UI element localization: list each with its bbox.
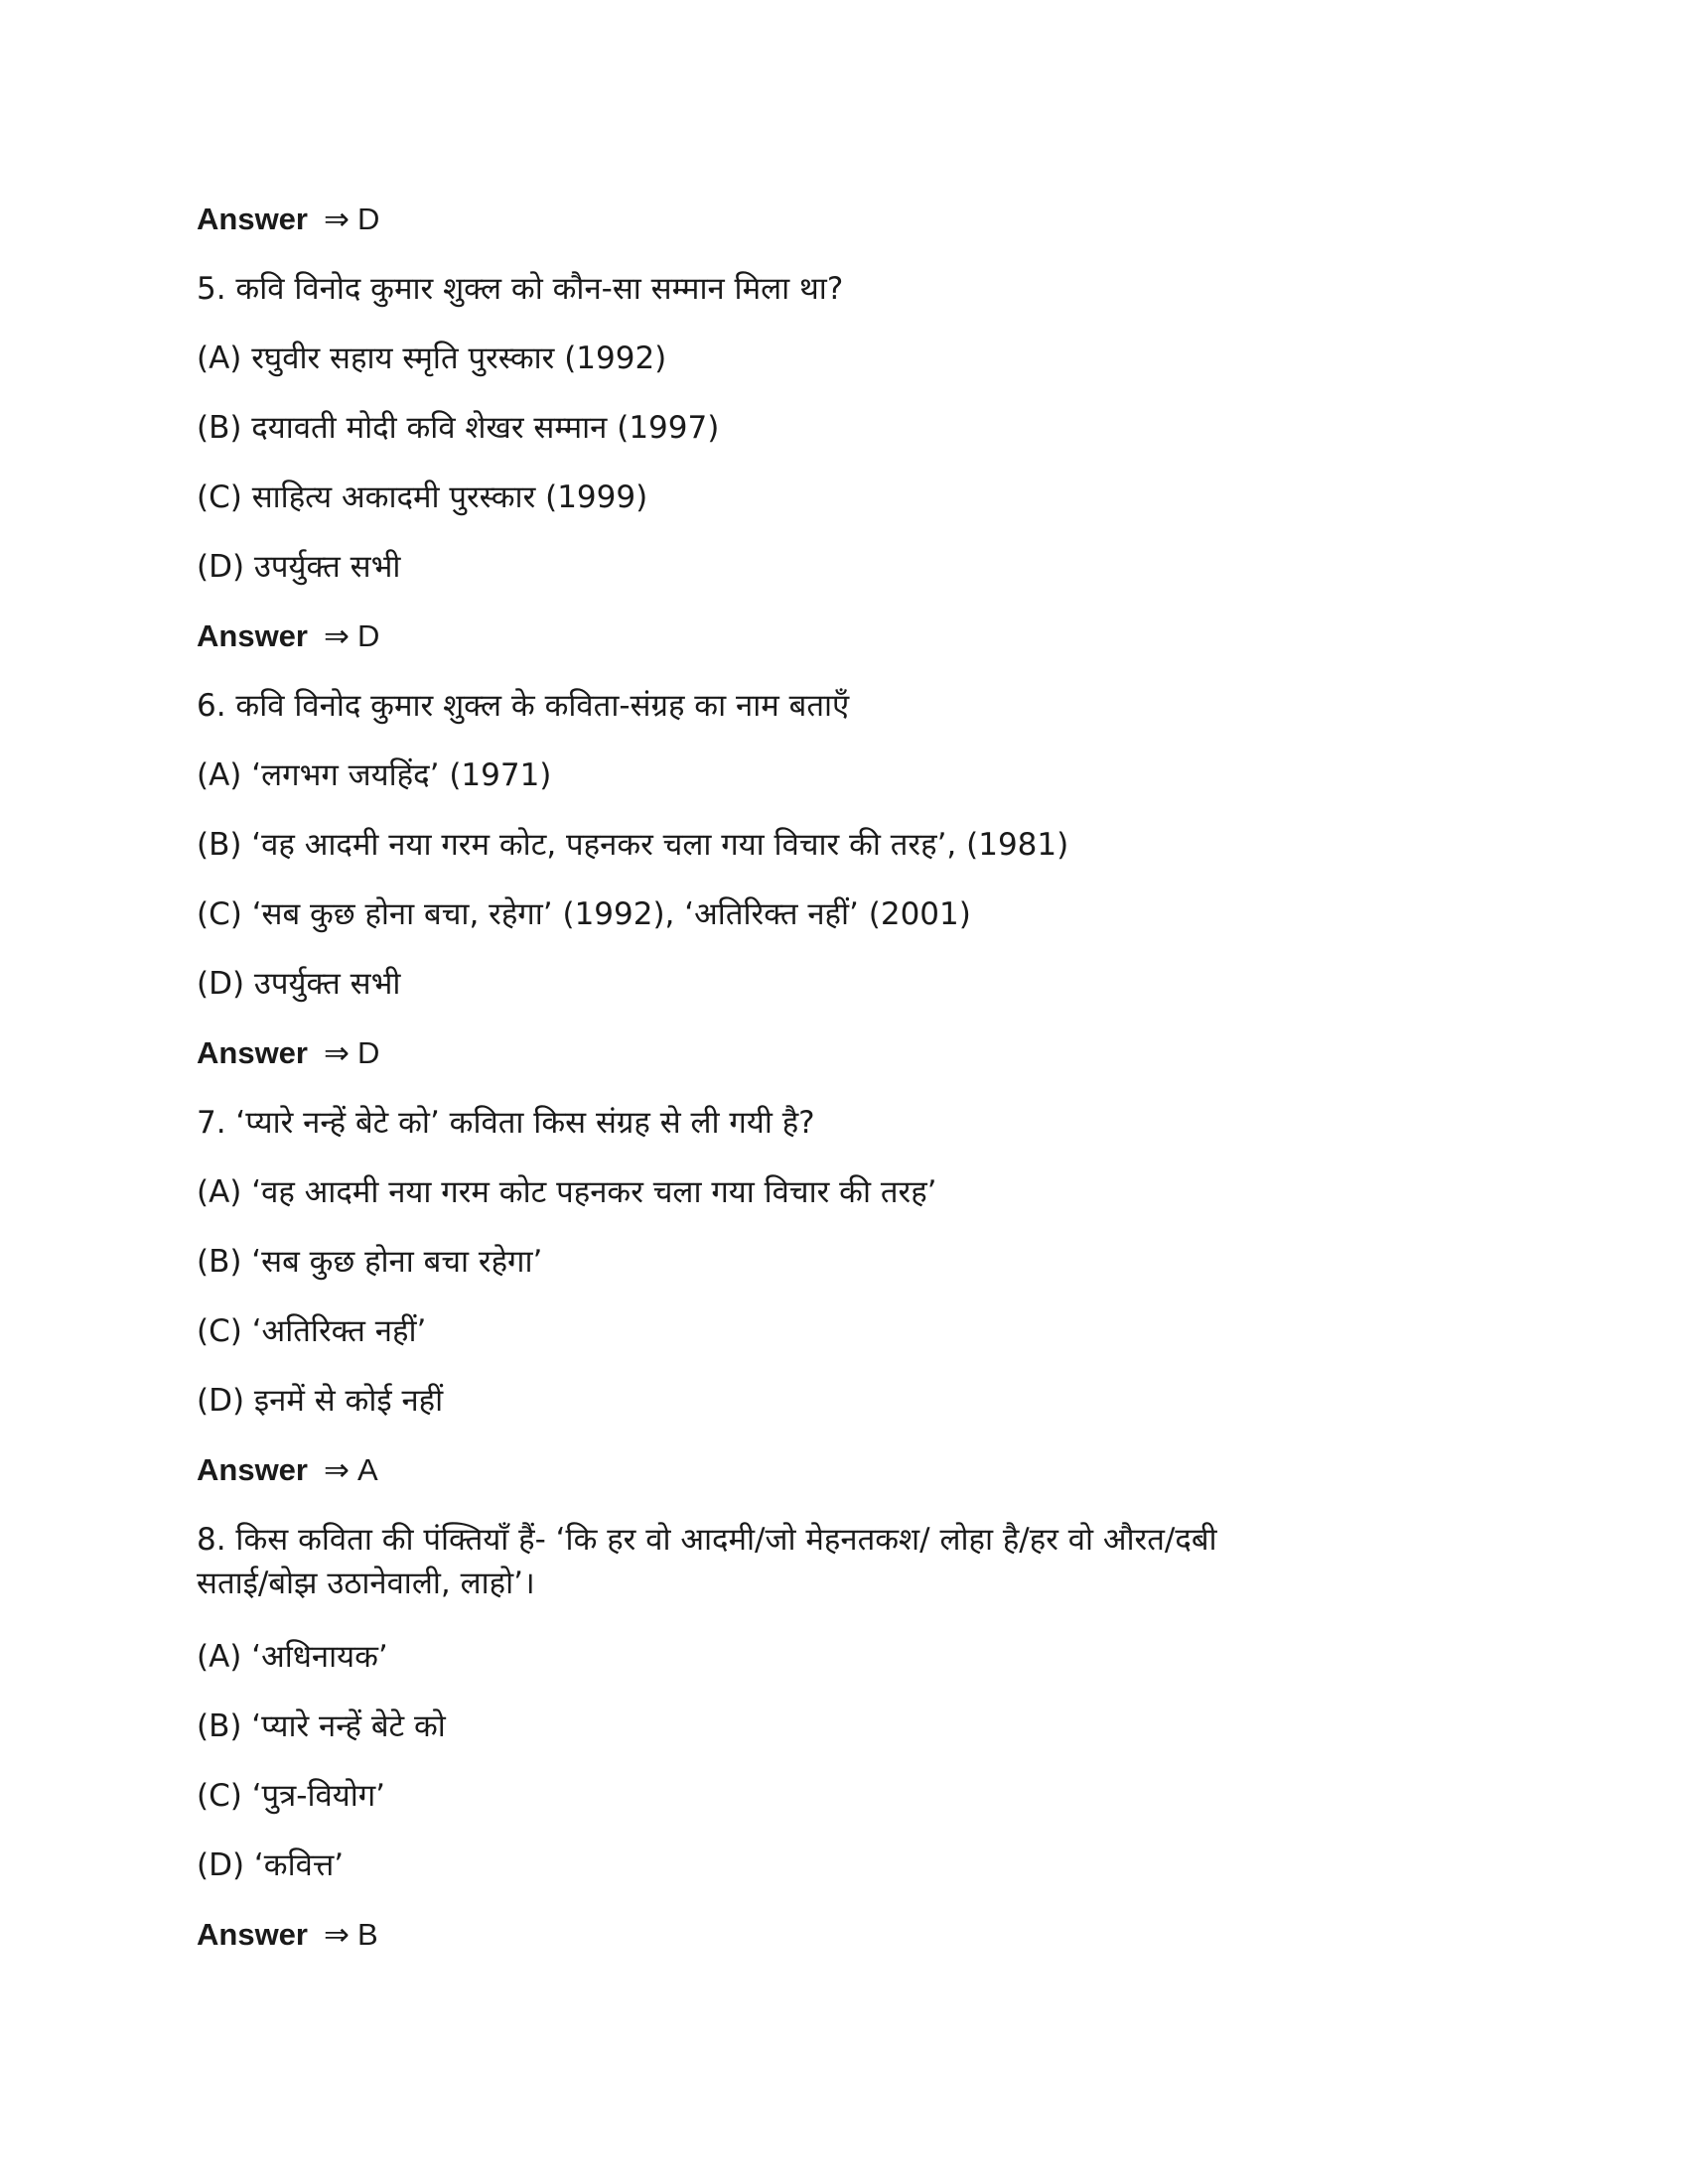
answer-line-q8 bbox=[197, 1914, 378, 1956]
q7-option-b: (B) ‘सब कुछ होना बचा रहेगा’ bbox=[197, 1244, 543, 1280]
arrow-icon: ⇒ bbox=[323, 1452, 350, 1488]
answer-value: A bbox=[356, 1452, 378, 1487]
q6-option-d: (D) उपर्युक्त सभी bbox=[197, 966, 401, 1002]
question-7: 7. ‘प्यारे नन्हें बेटे को’ कविता किस संग्रह से ली गयी है? bbox=[197, 1105, 815, 1141]
answer-label: Answer bbox=[197, 1452, 308, 1487]
q7-option-a: (A) ‘वह आदमी नया गरम कोट पहनकर चला गया विचार की तरह’ bbox=[197, 1174, 937, 1210]
answer-value: B bbox=[356, 1917, 378, 1952]
arrow-icon: ⇒ bbox=[323, 202, 350, 237]
q7-option-c: (C) ‘अतिरिक्त नहीं’ bbox=[197, 1313, 427, 1349]
q5-option-b: (B) दयावती मोदी कवि शेखर सम्मान (1997) bbox=[197, 410, 720, 446]
question-8-line-2: सताई/बोझ उठानेवाली, लाहो’। bbox=[197, 1566, 535, 1601]
answer-value: D bbox=[356, 1035, 380, 1070]
question-8-line-1: 8. किस कविता की पंक्तियाँ हैं- ‘कि हर वो आदमी/जो मेहनतकश/ लोहा है/हर वो औरत/दबी bbox=[197, 1522, 1217, 1558]
answer-line-q6 bbox=[197, 1032, 379, 1074]
arrow-icon: ⇒ bbox=[323, 618, 350, 654]
question-5: 5. कवि विनोद कुमार शुक्ल को कौन-सा सम्मान मिला था? bbox=[197, 271, 844, 307]
arrow-icon: ⇒ bbox=[323, 1917, 350, 1953]
answer-line-q5 bbox=[197, 615, 379, 657]
answer-label: Answer bbox=[197, 618, 308, 653]
q8-option-a: (A) ‘अधिनायक’ bbox=[197, 1639, 388, 1675]
q8-option-b: (B) ‘प्यारे नन्हें बेटे को bbox=[197, 1708, 446, 1744]
question-6: 6. कवि विनोद कुमार शुक्ल के कविता-संग्रह का नाम बताएँ bbox=[197, 688, 850, 724]
answer-label: Answer bbox=[197, 1035, 308, 1070]
answer-line-q7 bbox=[197, 1449, 378, 1491]
q5-option-a: (A) रघुवीर सहाय स्मृति पुरस्कार (1992) bbox=[197, 341, 667, 376]
q5-option-c: (C) साहित्य अकादमी पुरस्कार (1999) bbox=[197, 479, 648, 515]
q8-option-c: (C) ‘पुत्र-वियोग’ bbox=[197, 1778, 386, 1814]
q7-option-d: (D) इनमें से कोई नहीं bbox=[197, 1383, 444, 1419]
arrow-icon: ⇒ bbox=[323, 1035, 350, 1071]
answer-value: D bbox=[356, 202, 380, 236]
q5-option-d: (D) उपर्युक्त सभी bbox=[197, 549, 401, 585]
q6-option-a: (A) ‘लगभग जयहिंद’ (1971) bbox=[197, 757, 552, 793]
q6-option-c: (C) ‘सब कुछ होना बचा, रहेगा’ (1992), ‘अतिरिक्त नहीं’ (2001) bbox=[197, 896, 971, 932]
answer-line-q4 bbox=[197, 199, 379, 240]
answer-value: D bbox=[356, 618, 380, 653]
answer-label: Answer bbox=[197, 202, 308, 236]
answer-label: Answer bbox=[197, 1917, 308, 1952]
q6-option-b: (B) ‘वह आदमी नया गरम कोट, पहनकर चला गया विचार की तरह’, (1981) bbox=[197, 827, 1069, 863]
q8-option-d: (D) ‘कवित्त’ bbox=[197, 1847, 345, 1883]
